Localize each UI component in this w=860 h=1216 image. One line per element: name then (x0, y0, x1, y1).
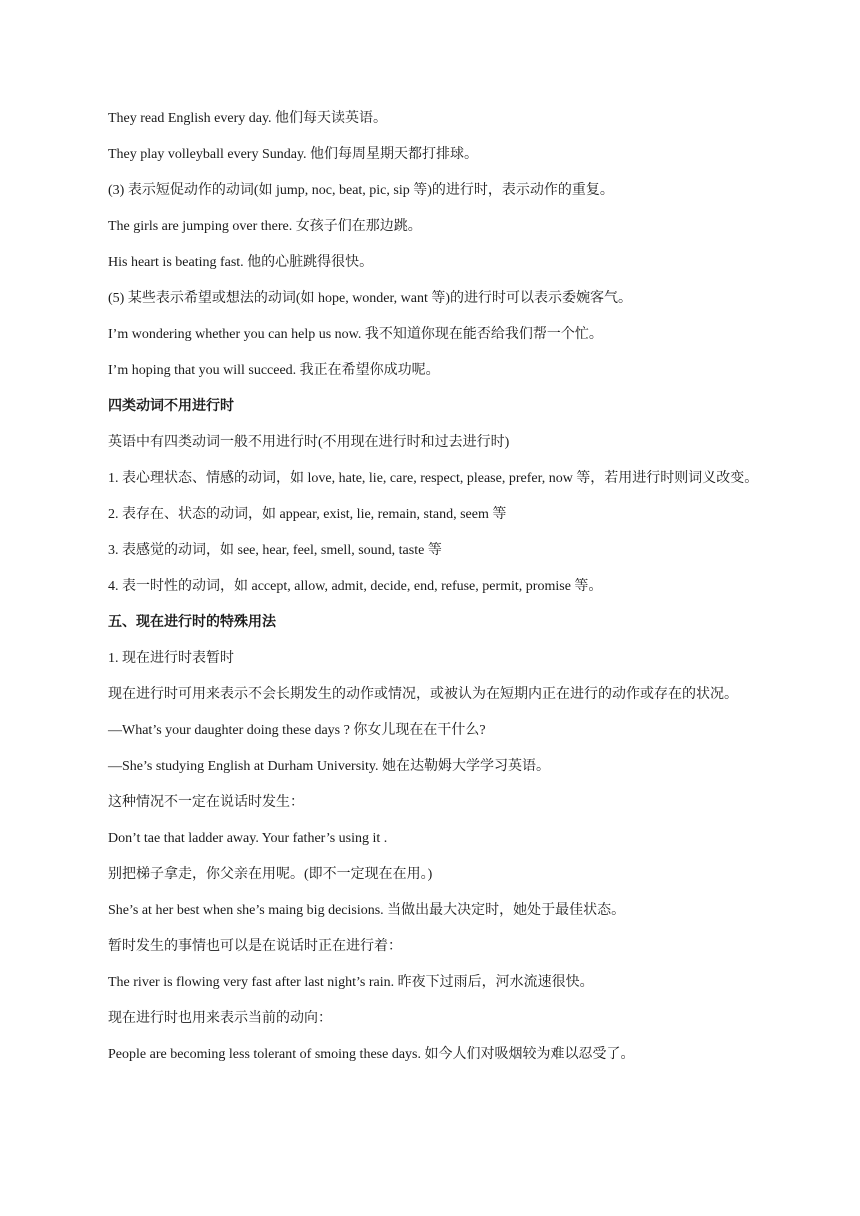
dialogue-line: —She’s studying English at Durham University. 她在达勒姆大学学习英语。 (108, 759, 551, 774)
example-sentence: I’m hoping that you will succeed. 我正在希望你成功呢。 (108, 363, 440, 378)
example-sentence: The girls are jumping over there. 女孩子们在那边跳。 (108, 219, 422, 234)
rule-paragraph: 4. 表一时性的动词，如 accept, allow, admit, decide, end, refuse, permit, promise 等。 (108, 579, 603, 594)
example-sentence: His heart is beating fast. 他的心脏跳得很快。 (108, 255, 374, 270)
subsection-title: 1. 现在进行时表暂时 (108, 651, 234, 666)
rule-paragraph: (5) 某些表示希望或想法的动词(如 hope, wonder, want 等)的进行时可以表示委婉客气。 (108, 291, 633, 306)
rule-paragraph: 现在进行时可用来表示不会长期发生的动作或情况，或被认为在短期内正在进行的动作或存在的状况。 (108, 687, 738, 702)
example-sentence: They read English every day. 他们每天读英语。 (108, 111, 388, 126)
rule-paragraph: 2. 表存在、状态的动词，如 appear, exist, lie, remain, stand, seem 等 (108, 507, 507, 522)
document-body (80, 108, 782, 1080)
example-sentence: The river is flowing very fast after last night’s rain. 昨夜下过雨后，河水流速很快。 (108, 975, 594, 990)
example-sentence: People are becoming less tolerant of smoing these days. 如今人们对吸烟较为难以忍受了。 (108, 1047, 635, 1062)
rule-paragraph: 现在进行时也用来表示当前的动向： (108, 1011, 332, 1026)
example-sentence: She’s at her best when she’s maing big decisions. 当做出最大决定时，她处于最佳状态。 (108, 903, 626, 918)
rule-paragraph: 1. 表心理状态、情感的动词，如 love, hate, lie, care, respect, please, prefer, now 等，若用进行时则词义改变。 (108, 471, 759, 486)
rule-paragraph: (3) 表示短促动作的动词(如 jump, noc, beat, pic, sip 等)的进行时，表示动作的重复。 (108, 183, 614, 198)
rule-paragraph: 这种情况不一定在说话时发生： (108, 795, 304, 810)
rule-paragraph: 英语中有四类动词一般不用进行时(不用现在进行时和过去进行时) (108, 435, 510, 450)
example-sentence: They play volleyball every Sunday. 他们每周星期天都打排球。 (108, 147, 479, 162)
rule-paragraph: 暂时发生的事情也可以是在说话时正在进行着： (108, 939, 402, 954)
example-translation: 别把梯子拿走，你父亲在用呢。(即不一定现在在用。) (108, 867, 433, 882)
example-sentence: Don’t tae that ladder away. Your father’s using it . (108, 831, 388, 846)
section-heading: 四类动词不用进行时 (108, 398, 234, 414)
example-sentence: I’m wondering whether you can help us now. 我不知道你现在能否给我们帮一个忙。 (108, 327, 603, 342)
section-heading: 五、现在进行时的特殊用法 (108, 614, 276, 630)
rule-paragraph: 3. 表感觉的动词，如 see, hear, feel, smell, sound, taste 等 (108, 543, 442, 558)
dialogue-line: —What’s your daughter doing these days ? 你女儿现在在干什么? (108, 723, 486, 738)
